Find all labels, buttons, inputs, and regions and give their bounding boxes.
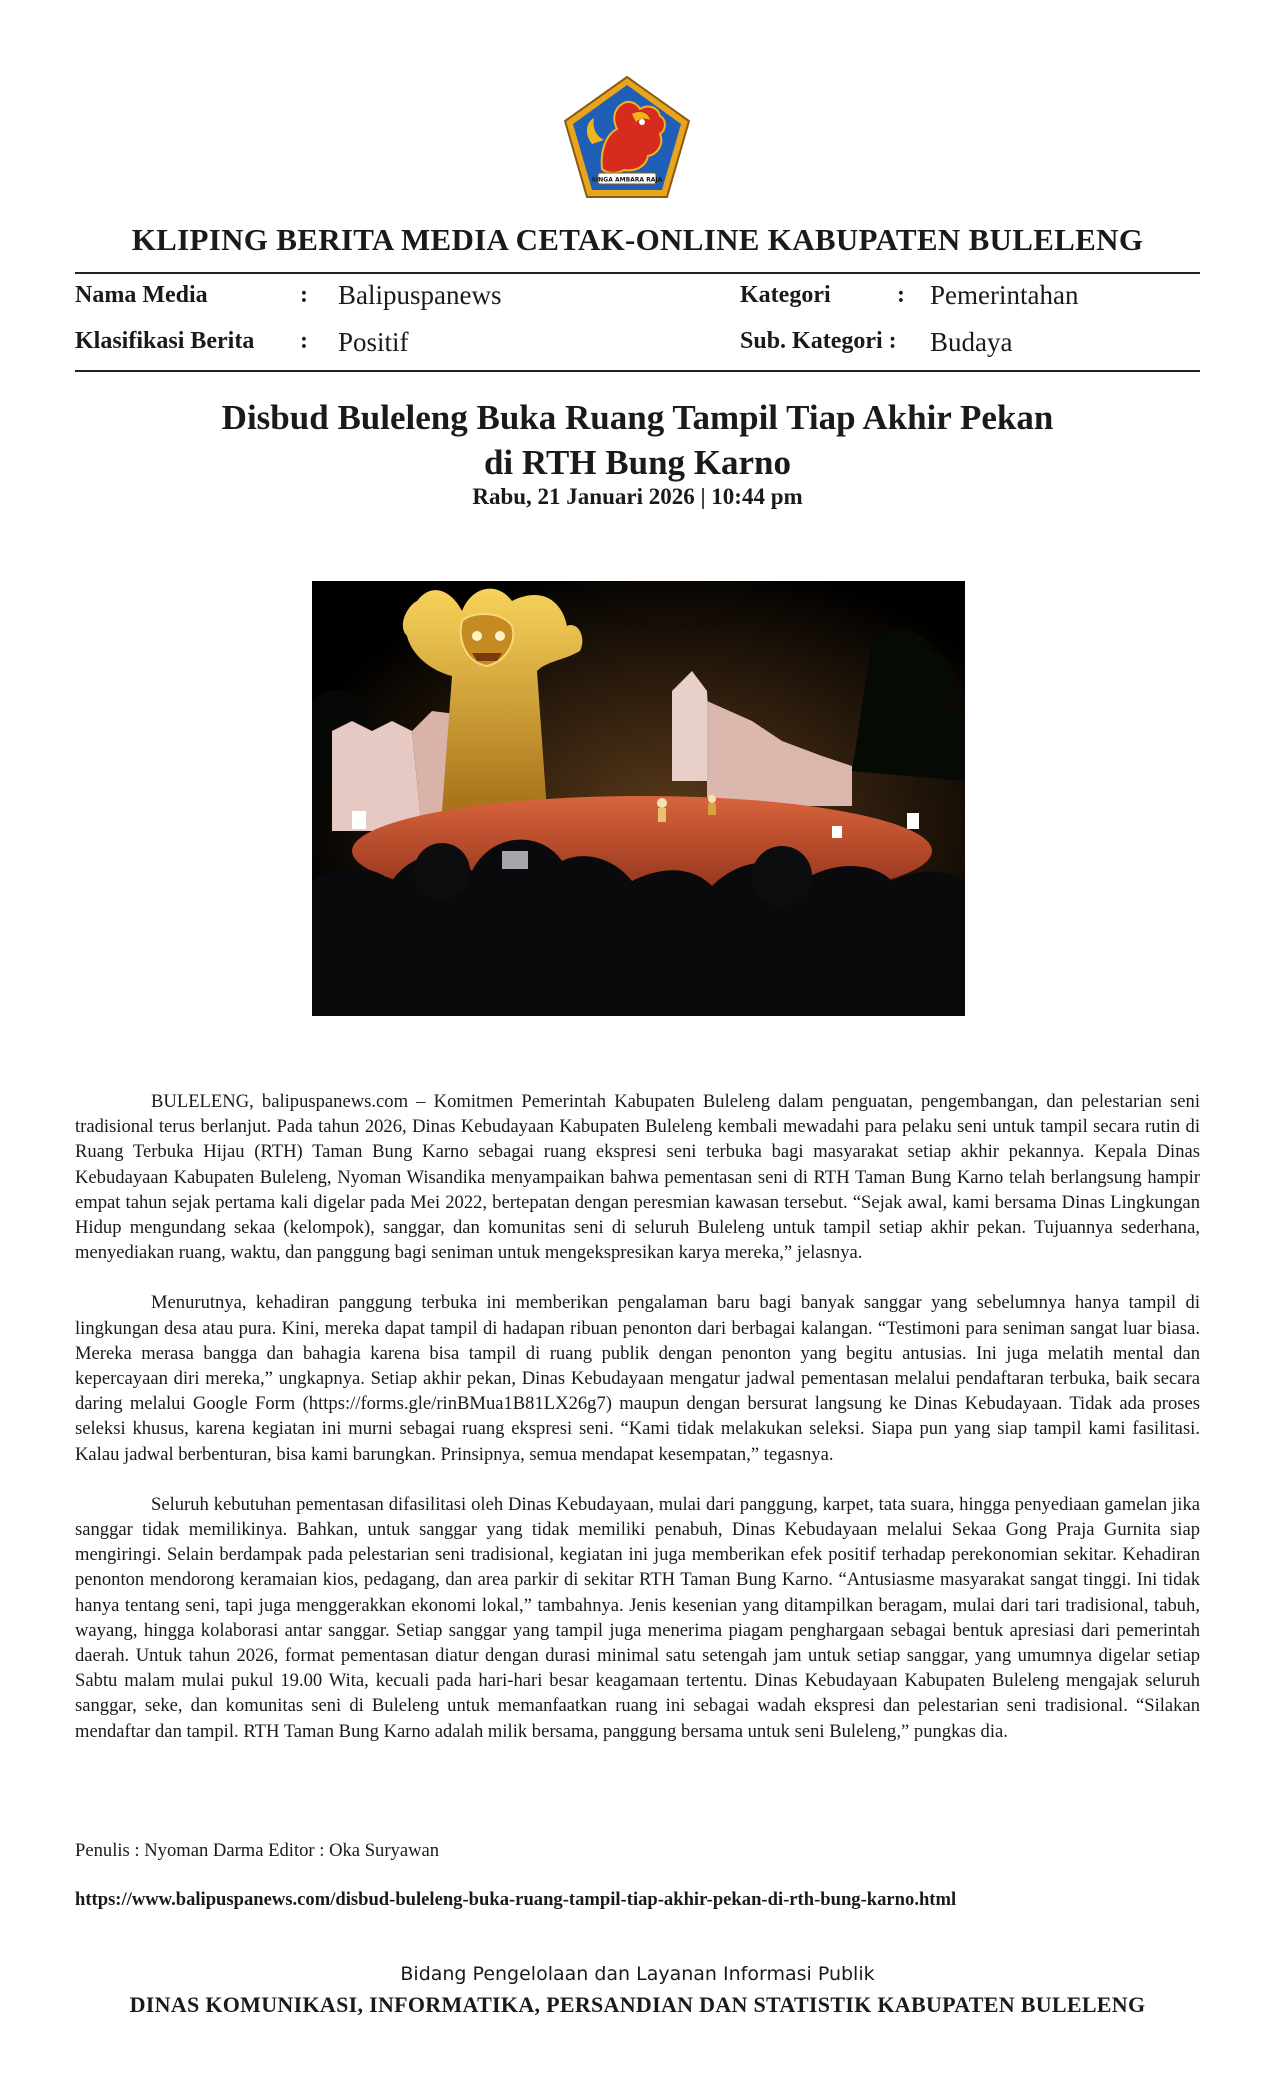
media-label: Nama Media bbox=[75, 282, 208, 308]
clipping-header-title: KLIPING BERITA MEDIA CETAK-ONLINE KABUPATEN BULELENG bbox=[131, 222, 1144, 257]
kategori-label: Kategori bbox=[740, 282, 831, 308]
article-body bbox=[75, 1089, 1200, 1769]
kategori-colon: : bbox=[897, 282, 905, 308]
media-value: Balipuspanews bbox=[338, 280, 502, 310]
kategori-value: Pemerintahan bbox=[930, 280, 1079, 310]
article-date: Rabu, 21 Januari 2026 | 10:44 pm bbox=[472, 484, 803, 509]
top-rule bbox=[75, 272, 1200, 274]
night-performance-photo bbox=[312, 581, 965, 1016]
meta-rule bbox=[75, 370, 1200, 372]
klasifikasi-label: Klasifikasi Berita bbox=[75, 328, 255, 354]
article-credits: Penulis : Nyoman Darma Editor : Oka Suryawan bbox=[75, 1840, 440, 1861]
buleleng-logo bbox=[562, 74, 692, 200]
article-photo bbox=[312, 581, 965, 1016]
media-colon: : bbox=[300, 282, 308, 308]
article-paragraph-1: BULELENG, balipuspanews.com – Komitmen Pemerintah Kabupaten Buleleng dalam penguatan, pengembangan, dan pelestarian seni tradisional terus berlanjut. Pada tahun 2026, Dinas Kebudayaan Kabupaten Buleleng kembali mewadahi para pelaku seni untuk tampil secara rutin di Ruang Terbuka Hijau (RTH) Taman Bung Karno sebagai ruang ekspresi seni terbuka bagi masyarakat setiap akhir pekannya. Kepala Dinas Kebudayaan Kabupaten Buleleng, Nyoman Wisandika menyampaikan bahwa pementasan seni di RTH Taman Bung Karno telah berlangsung hampir empat tahun sejak pertama kali digelar pada Mei 2022, bertepatan dengan peresmian kawasan tersebut. “Sejak awal, kami bersama Dinas Lingkungan Hidup mengundang sekaa (kelompok), sanggar, dan komunitas seni di seluruh Buleleng untuk tampil setiap akhir pekan. Tujuannya sederhana, menyediakan ruang, waktu, dan panggung bagi seniman untuk mengekspresikan karya mereka,” jelasnya. bbox=[75, 1091, 1200, 1264]
article-title-line1: Disbud Buleleng Buka Ruang Tampil Tiap Akhir Pekan bbox=[221, 398, 1054, 437]
footer-division: Bidang Pengelolaan dan Layanan Informasi Publik bbox=[400, 1963, 875, 1985]
article-title-line2: di RTH Bung Karno bbox=[483, 443, 792, 482]
article-source-url: https://www.balipuspanews.com/disbud-buleleng-buka-ruang-tampil-tiap-akhir-pekan-di-rth-bung-karno.html bbox=[75, 1889, 957, 1910]
logo-motto: SINGA AMBARA RAJA bbox=[591, 176, 663, 184]
klasifikasi-colon: : bbox=[300, 328, 308, 354]
article-paragraph-2: Menurutnya, kehadiran panggung terbuka ini memberikan pengalaman baru bagi banyak sanggar yang sebelumnya hanya tampil di lingkungan desa atau pura. Kini, mereka dapat tampil di hadapan ribuan penonton dari berbagai kalangan. “Testimoni para seniman sangat luar biasa. Mereka merasa bangga dan bahagia karena bisa tampil di ruang publik dengan penonton yang begitu antusias. Ini juga melatih mental dan kepercayaan diri mereka,” ungkapnya. Setiap akhir pekan, Dinas Kebudayaan mengatur jadwal pementasan melalui pendaftaran terbuka, baik secara daring melalui Google Form (https://forms.gle/rinBMua1B81LX26g7) maupun dengan bersurat langsung ke Dinas Kebudayaan. Tidak ada proses seleksi khusus, karena kegiatan ini murni sebagai ruang ekspresi seni. “Kami tidak melakukan seleksi. Siapa pun yang siap tampil kami fasilitasi. Kalau jadwal berbenturan, bisa kami barungkan. Prinsipnya, semua mendapat kesempatan,” tegasnya. bbox=[75, 1292, 1200, 1465]
footer-agency: DINAS KOMUNIKASI, INFORMATIKA, PERSANDIAN DAN STATISTIK KABUPATEN BULELENG bbox=[129, 1992, 1146, 2017]
subkategori-label: Sub. Kategori : bbox=[740, 328, 897, 354]
subkategori-value: Budaya bbox=[930, 327, 1013, 357]
klasifikasi-value: Positif bbox=[338, 327, 409, 357]
singa-ambara-raja-emblem-icon bbox=[562, 74, 692, 200]
article-paragraph-3: Seluruh kebutuhan pementasan difasilitasi oleh Dinas Kebudayaan, mulai dari panggung, karpet, tata suara, hingga penyediaan gamelan jika sanggar tidak memilikinya. Bahkan, untuk sanggar yang tidak memiliki penabuh, Dinas Kebudayaan melalui Sekaa Gong Praja Gurnita siap mengiringi. Selain berdampak pada pelestarian seni tradisional, kegiatan ini juga memberikan efek positif terhadap perekonomian sekitar. Kehadiran penonton mendorong keramaian kios, pedagang, dan area parkir di sekitar RTH Taman Bung Karno. “Antusiasme masyarakat sangat tinggi. Ini tidak hanya tentang seni, tapi juga menggerakkan ekonomi lokal,” tambahnya. Jenis kesenian yang ditampilkan beragam, mulai dari tari tradisional, tabuh, wayang, hingga kolaborasi antar sanggar. Setiap sanggar yang tampil juga menerima piagam penghargaan sebagai bentuk apresiasi dari pemerintah daerah. Untuk tahun 2026, format pementasan diatur dengan durasi minimal satu setengah jam untuk setiap sanggar, yang umumnya digelar setiap Sabtu malam mulai pukul 19.00 Wita, kecuali pada hari-hari besar keagamaan tertentu. Dinas Kebudayaan Kabupaten Buleleng mengajak seluruh sanggar, seke, dan komunitas seni di Buleleng untuk memanfaatkan ruang ini sebagai wadah ekspresi dan pelestarian seni tradisional. “Silakan mendaftar dan tampil. RTH Taman Bung Karno adalah milik bersama, panggung bersama untuk seni Buleleng,” pungkas dia. bbox=[75, 1493, 1200, 1742]
